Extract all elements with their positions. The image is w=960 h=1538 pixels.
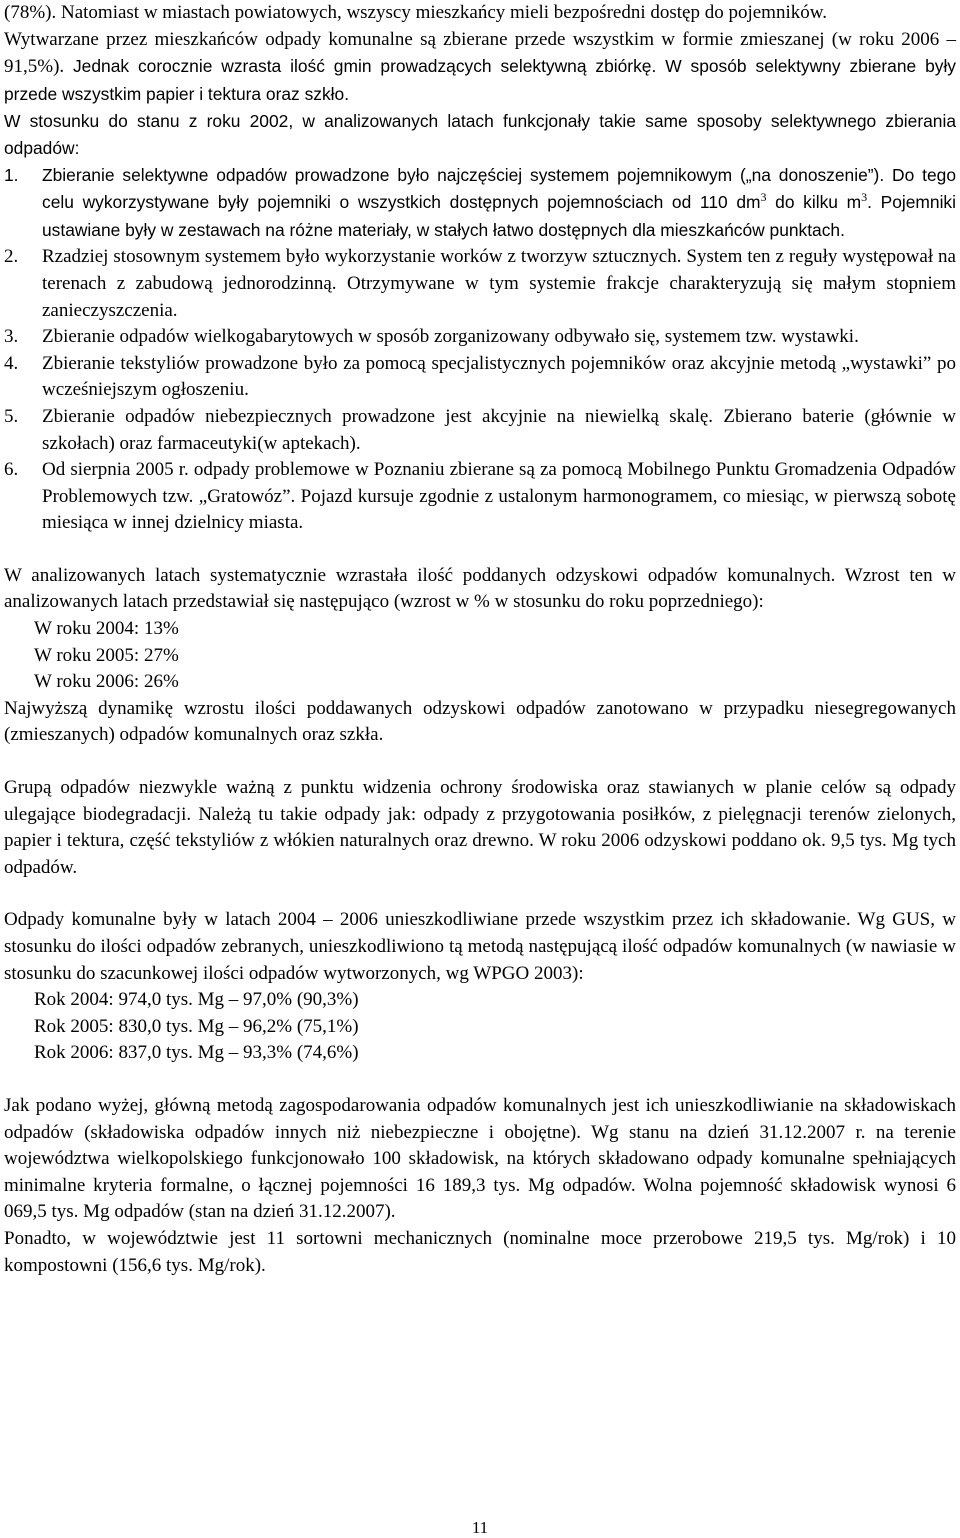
intro-paragraph-1: (78%). Natomiast w miastach powiatowych, wszyscy mieszkańcy mieli bezpośredni dostęp do pojemników. bbox=[4, 2, 827, 23]
dynamics-paragraph: Najwyższą dynamikę wzrostu ilości poddawanych odzyskowi odpadów zanotowano w przypadku niesegregowanych (zmieszanych) odpadów komunalnych oraz szkła. bbox=[4, 697, 956, 746]
list-item-number: 3. bbox=[4, 326, 19, 348]
document-page bbox=[4, 0, 956, 1279]
landfill-2006: Rok 2006: 837,0 tys. Mg – 93,3% (74,6%) bbox=[34, 1042, 359, 1064]
biodegradable-paragraph: Grupą odpadów niezwykle ważną z punktu widzenia ochrony środowiska oraz stawianych w planie celów są odpady ulegające biodegradacji. Należą tu takie odpady jak: odpady z przygotowania posiłków, z pielęgnacji terenów zielonych, papier i tektura, część tekstyliów z włókien naturalnych oraz drewno. W roku 2006 odzyskowi poddano ok. 9,5 tys. Mg tych odpadów. bbox=[4, 777, 956, 878]
list-item bbox=[4, 244, 956, 324]
growth-list bbox=[4, 616, 956, 696]
main-method-paragraph: Jak podano wyżej, główną metodą zagospodarowania odpadów komunalnych jest ich unieszkodliwianie na składowiskach odpadów (składowiska odpadów innych niż niebezpieczne i obojętne). Wg stanu na dzień 31.12.2007 r. na terenie województwa wielkopolskiego funkcjonowało 100 składowisk, na których składowano odpady komunalne spełniających minimalne kryteria formalne, o łącznej pojemności 16 189,3 tys. Mg odpadów. Wolna pojemność składowisk wynosi 6 069,5 tys. Mg odpadów (stan na dzień 31.12.2007). bbox=[4, 1094, 956, 1223]
list-item-text: Zbieranie odpadów wielkogabarytowych w sposób zorganizowany odbywało się, systemem tzw. wystawki. bbox=[42, 326, 859, 348]
intro-paragraph-3: W stosunku do stanu z roku 2002, w analizowanych latach funkcjonały takie same sposoby selektywnego zbierania odpadów: bbox=[4, 111, 956, 158]
list-item bbox=[4, 351, 956, 404]
list-item bbox=[4, 324, 956, 351]
list-item-text: Zbieranie tekstyliów prowadzone było za pomocą specjalistycznych pojemników oraz akcyjnie metodą „wystawki” po wcześniejszym ogłoszeniu. bbox=[42, 352, 956, 401]
list-item-text: do kilku m bbox=[766, 192, 862, 213]
landfill-2004: Rok 2004: 974,0 tys. Mg – 97,0% (90,3%) bbox=[34, 989, 359, 1011]
growth-2004: W roku 2004: 13% bbox=[34, 618, 179, 640]
list-item-number: 2. bbox=[4, 246, 19, 268]
list-item bbox=[4, 457, 956, 537]
intro-text-b: Jednak corocznie wzrasta ilość gmin prowadzących selektywną zbiórkę. W sposób selektywny zbierane były przede wszystkim papier i tektura oraz szkło. bbox=[4, 56, 956, 104]
list-item-text: . Pojemniki ustawiane były w zestawach na różne materiały, w stałych łatwo dostępnych dla mieszkańców punktach. bbox=[42, 192, 956, 240]
list-item-text: Zbieranie odpadów niebezpiecznych prowadzone jest akcyjnie na niewielką skalę. Zbierano baterie (głównie w szkołach) oraz farmaceutyki(w aptekach). bbox=[42, 405, 956, 454]
superscript: 3 bbox=[861, 190, 868, 205]
intro-text-a: Wytwarzane przez mieszkańców odpady komunalne są zbierane przede wszystkim w formie zmieszanej (w roku 2006 – 91,5%). bbox=[4, 28, 956, 78]
list-item-text: Rzadziej stosownym systemem było wykorzystanie worków z tworzyw sztucznych. System ten z reguły występował na terenach z zabudową jednorodzinną. Otrzymywane w tym systemie frakcje charakteryzują się małym stopniem zanieczyszczenia. bbox=[42, 246, 956, 321]
intro-paragraph-2 bbox=[4, 27, 956, 109]
list-item bbox=[4, 162, 956, 245]
page-number: 11 bbox=[471, 1518, 489, 1537]
collection-methods-list bbox=[4, 162, 956, 537]
landfill-years-list bbox=[4, 987, 956, 1067]
recovery-paragraph: W analizowanych latach systematycznie wzrastała ilość poddanych odzyskowi odpadów komunalnych. Wzrost ten w analizowanych latach przedstawiał się następująco (wzrost w % w stosunku do roku poprzedniego): bbox=[4, 564, 956, 613]
list-item-number: 5. bbox=[4, 405, 19, 427]
growth-2006: W roku 2006: 26% bbox=[34, 671, 179, 693]
list-item-number: 4. bbox=[4, 352, 19, 374]
list-item-text: Zbieranie selektywne odpadów prowadzone było najczęściej systemem pojemnikowym („na donoszenie”). Do tego celu wykorzystywane były pojemniki o wszystkich dostępnych pojemnościach od 110 dm bbox=[42, 164, 956, 213]
list-item-number: 6. bbox=[4, 459, 19, 481]
landfill-2005: Rok 2005: 830,0 tys. Mg – 96,2% (75,1%) bbox=[34, 1015, 359, 1037]
superscript: 3 bbox=[760, 190, 767, 205]
list-item-number: 1. bbox=[4, 164, 19, 185]
growth-2005: W roku 2005: 27% bbox=[34, 644, 179, 666]
sorting-paragraph: Ponadto, w województwie jest 11 sortowni mechanicznych (nominalne moce przerobowe 219,5 tys. Mg/rok) i 10 kompostowni (156,6 tys. Mg/rok). bbox=[4, 1227, 956, 1276]
list-item bbox=[4, 404, 956, 457]
list-item-text: Od sierpnia 2005 r. odpady problemowe w Poznaniu zbierane są za pomocą Mobilnego Punktu Gromadzenia Odpadów Problemowych tzw. „Gratowóz”. Pojazd kursuje zgodnie z ustalonym harmonogramem, co miesiąc, w pierwszą sobotę miesiąca w innej dzielnicy miasta. bbox=[42, 459, 956, 534]
landfill-paragraph: Odpady komunalne były w latach 2004 – 2006 unieszkodliwiane przede wszystkim przez ich składowanie. Wg GUS, w stosunku do ilości odpadów zebranych, unieszkodliwiono tą metodą następującą ilość odpadów komunalnych (w nawiasie w stosunku do szacunkowej ilości odpadów wytworzonych, wg WPGO 2003): bbox=[4, 909, 956, 984]
